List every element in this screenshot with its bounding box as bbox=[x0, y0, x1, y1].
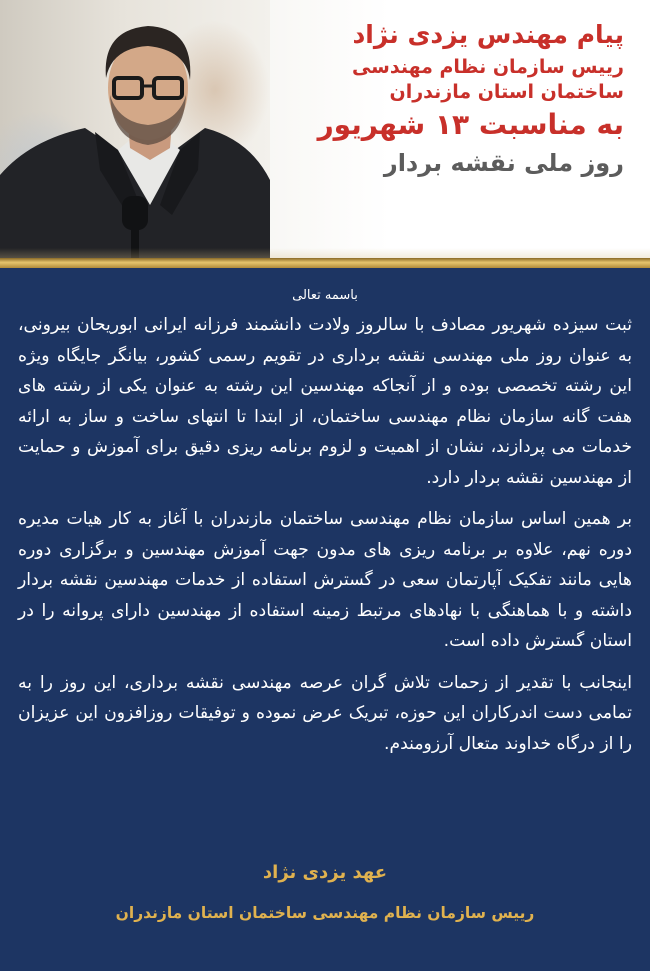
signature-name: عهد یزدی نژاد bbox=[262, 862, 388, 883]
poster-header bbox=[0, 0, 650, 260]
title-line-3: ساختمان استان مازندران bbox=[389, 80, 624, 103]
signature-title: رییس سازمان نظام مهندسی ساختمان استان مازندران bbox=[115, 904, 535, 922]
gold-divider bbox=[0, 258, 650, 268]
person-portrait-icon bbox=[0, 0, 270, 260]
paragraph-3: اینجانب با تقدیر از زحمات تلاش گران عرصه مهندسی نقشه برداری، این روز را به تمامی دست اندرکاران این حوزه، تبریک عرض نموده و توفیقات روزافزون این عزیزان را از درگاه خداوند متعال آرزومندم. bbox=[18, 672, 632, 754]
paragraph-1: ثبت سیزده شهریور مصادف با سالروز ولادت دانشمند فرزانه ایرانی ابوریحان بیرونی، به عنوان روز ملی مهندسی نقشه برداری در تقویم رسمی کشور، بیانگر جایگاه ویژه این رشته تخصصی بوده و از آنجاکه مهندسین این رشته به عنوان یکی از رشته های هفت گانه سازمان نظام مهندسی ساختمان، از ابتدا تا انتهای ساخت و ساز به ارائه خدمات می پردازند، نشان از اهمیت و لزوم برنامه ریزی دقیق برای آموزش و حمایت از مهندسین نقشه بردار دارد. bbox=[18, 315, 632, 488]
header-title-block bbox=[294, 20, 624, 178]
bismillah-heading: باسمه تعالی bbox=[292, 288, 358, 303]
title-line-5: روز ملی نقشه بردار bbox=[383, 149, 624, 178]
title-line-2: رییس سازمان نظام مهندسی bbox=[351, 56, 624, 78]
title-line-1: پیام مهندس یزدی نژاد bbox=[352, 20, 624, 49]
message-text bbox=[18, 310, 632, 770]
portrait-photo bbox=[0, 0, 270, 260]
message-body bbox=[0, 268, 650, 971]
title-line-4: به مناسبت ۱۳ شهریور bbox=[317, 107, 624, 141]
paragraph-2: بر همین اساس سازمان نظام مهندسی ساختمان مازندران با آغاز به کار هیات مدیره دوره نهم، علاوه بر برنامه ریزی های مدون جهت آموزش مهندسین و برگزاری دوره هایی مانند تفکیک آپارتمان سعی در گسترش استفاده از خدمات مهندسین نقشه بردار داشته و با هماهنگی با نهادهای مرتبط زمینه استفاده از مهندسین دارای پروانه را در استان گسترش داده است. bbox=[18, 509, 632, 651]
